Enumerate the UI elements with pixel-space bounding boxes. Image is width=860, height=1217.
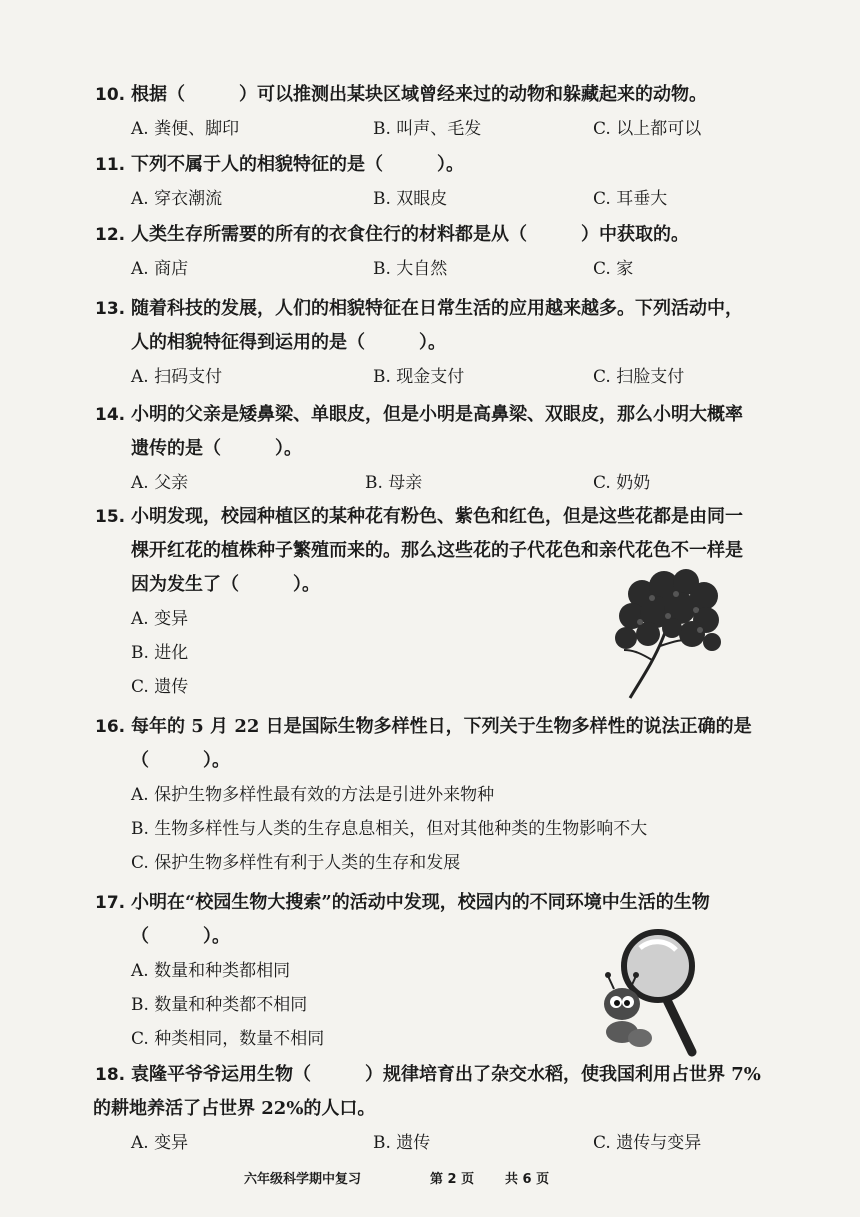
option-b[interactable]: B. 生物多样性与人类的生存息息相关，但对其他种类的生物影响不大 xyxy=(131,819,648,839)
question-number: 15. xyxy=(95,507,126,527)
question-number: 14. xyxy=(95,405,126,425)
option-c[interactable]: C. 耳垂大 xyxy=(593,189,668,209)
question-number: 17. xyxy=(95,893,126,913)
question-text: 根据（ ）可以推测出某块区域曾经来过的动物和躲藏起来的动物。 xyxy=(131,84,707,105)
option-a[interactable]: A. 保护生物多样性最有效的方法是引进外来物种 xyxy=(131,785,495,805)
footer-total-pages: 共 6 页 xyxy=(505,1172,550,1187)
question-number: 11. xyxy=(95,155,126,175)
option-b[interactable]: B. 现金支付 xyxy=(373,367,465,387)
option-c[interactable]: C. 种类相同，数量不相同 xyxy=(131,1029,325,1049)
options-row xyxy=(95,360,800,394)
option-c[interactable]: C. 遗传与变异 xyxy=(593,1133,702,1153)
option-c[interactable]: C. 遗传 xyxy=(131,677,189,697)
footer-page-number: 第 2 页 xyxy=(430,1172,475,1187)
options-row xyxy=(95,112,800,146)
footer-title: 六年级科学期中复习 xyxy=(244,1172,362,1187)
question-text: 小明发现，校园种植区的某种花有粉色、紫色和红色，但是这些花都是由同一 xyxy=(131,506,743,527)
option-a[interactable]: A. 粪便、脚印 xyxy=(131,119,240,139)
options-row xyxy=(95,182,800,216)
option-a[interactable]: A. 变异 xyxy=(131,609,189,629)
question-18 xyxy=(95,1058,800,1160)
question-text: 随着科技的发展，人们的相貌特征在日常生活的应用越来越多。下列活动中， xyxy=(131,298,743,319)
question-text-cont: 的耕地养活了占世界 22%的人口。 xyxy=(93,1098,376,1119)
question-text: 小明在“校园生物大搜索”的活动中发现，校园内的不同环境中生活的生物 xyxy=(131,892,710,913)
question-text-cont: 棵开红花的植株种子繁殖而来的。那么这些花的子代花色和亲代花色不一样是 xyxy=(131,540,743,561)
magnifier-bug-illustration xyxy=(592,926,704,1058)
question-10 xyxy=(95,78,800,146)
option-a[interactable]: A. 扫码支付 xyxy=(131,367,223,387)
question-text: 人类生存所需要的所有的衣食住行的材料都是从（ ）中获取的。 xyxy=(131,224,689,245)
question-number: 13. xyxy=(95,299,126,319)
question-number: 10. xyxy=(95,85,126,105)
question-number: 18. xyxy=(95,1065,126,1085)
question-number: 12. xyxy=(95,225,126,245)
option-b[interactable]: B. 遗传 xyxy=(373,1133,431,1153)
options-row xyxy=(95,466,800,500)
option-c[interactable]: C. 奶奶 xyxy=(593,473,651,493)
question-14 xyxy=(95,398,800,500)
question-text-cont: （ ）。 xyxy=(131,750,230,771)
option-c[interactable]: C. 以上都可以 xyxy=(593,119,702,139)
question-13 xyxy=(95,292,800,394)
flower-branch-illustration xyxy=(612,568,724,700)
question-text-cont: 因为发生了（ ）。 xyxy=(131,574,320,595)
option-c[interactable]: C. 家 xyxy=(593,259,634,279)
options-row xyxy=(95,252,800,286)
option-a[interactable]: A. 父亲 xyxy=(131,473,189,493)
option-b[interactable]: B. 母亲 xyxy=(365,473,423,493)
option-b[interactable]: B. 双眼皮 xyxy=(373,189,448,209)
option-b[interactable]: B. 数量和种类都不相同 xyxy=(131,995,308,1015)
question-text: 下列不属于人的相貌特征的是（ ）。 xyxy=(131,154,464,175)
option-b[interactable]: B. 大自然 xyxy=(373,259,448,279)
question-text: 小明的父亲是矮鼻梁、单眼皮，但是小明是高鼻梁、双眼皮，那么小明大概率 xyxy=(131,404,743,425)
question-text-cont: 遗传的是（ ）。 xyxy=(131,438,302,459)
option-b[interactable]: B. 叫声、毛发 xyxy=(373,119,482,139)
question-text: 每年的 5 月 22 日是国际生物多样性日，下列关于生物多样性的说法正确的是 xyxy=(131,716,752,737)
option-a[interactable]: A. 变异 xyxy=(131,1133,189,1153)
question-12 xyxy=(95,218,800,286)
question-number: 16. xyxy=(95,717,126,737)
question-text-cont: （ ）。 xyxy=(131,926,230,947)
question-text-cont: 人的相貌特征得到运用的是（ ）。 xyxy=(131,332,446,353)
option-c[interactable]: C. 保护生物多样性有利于人类的生存和发展 xyxy=(131,853,461,873)
option-b[interactable]: B. 进化 xyxy=(131,643,189,663)
question-16 xyxy=(95,710,800,880)
option-a[interactable]: A. 数量和种类都相同 xyxy=(131,961,291,981)
option-a[interactable]: A. 商店 xyxy=(131,259,189,279)
question-11 xyxy=(95,148,800,216)
question-text: 袁隆平爷爷运用生物（ ）规律培育出了杂交水稻，使我国利用占世界 7% xyxy=(131,1064,761,1085)
options-row xyxy=(95,1126,800,1160)
option-a[interactable]: A. 穿衣潮流 xyxy=(131,189,223,209)
option-c[interactable]: C. 扫脸支付 xyxy=(593,367,685,387)
